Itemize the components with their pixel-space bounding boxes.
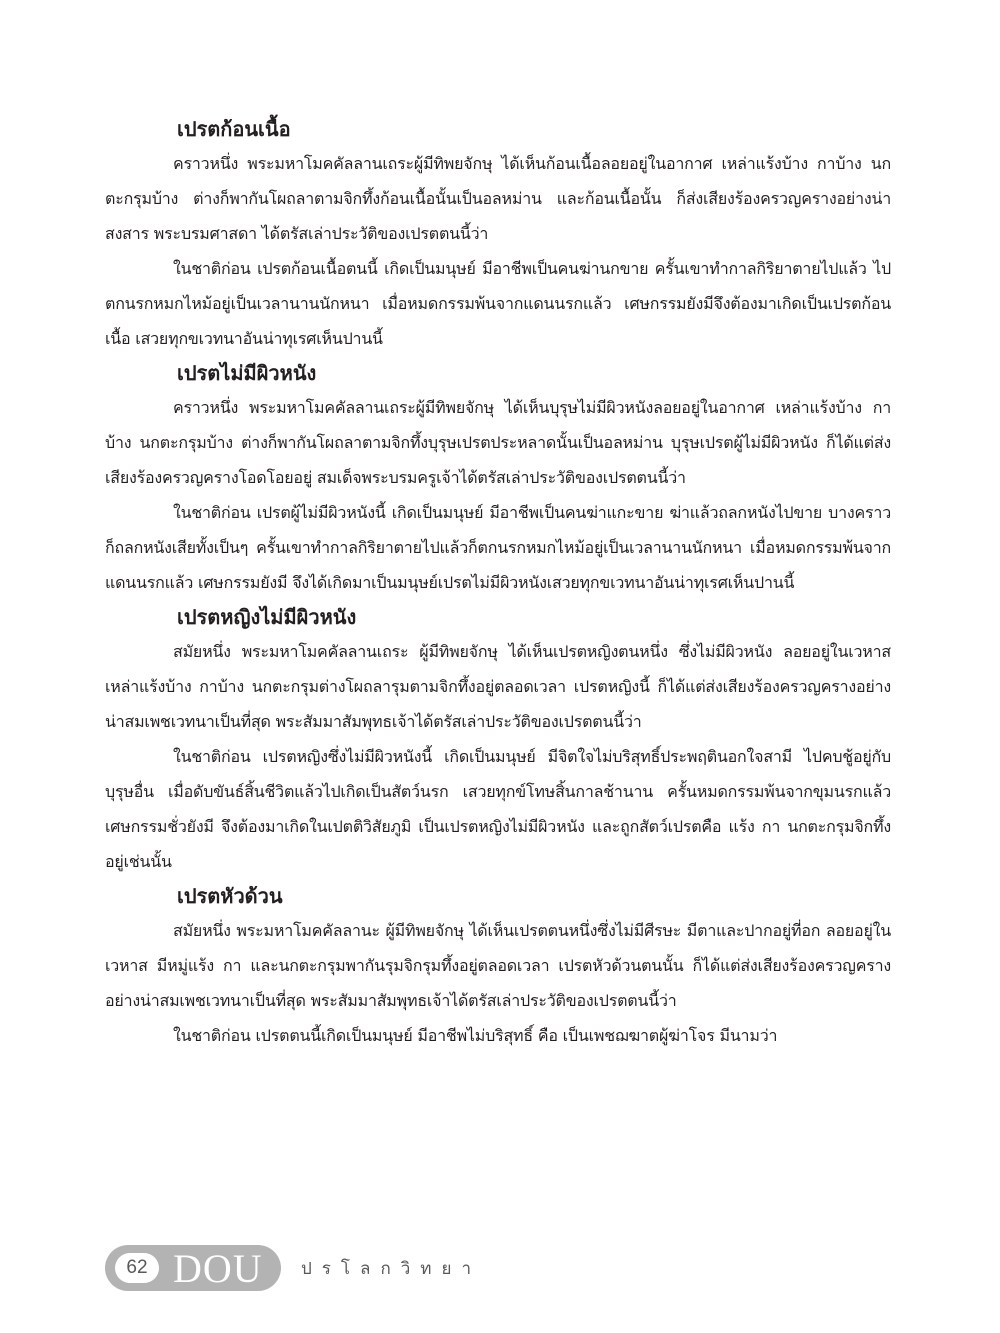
course-title: ปรโลกวิทยา [301, 1258, 482, 1279]
page-content [105, 112, 891, 1053]
section-lump-of-flesh-ghost [105, 112, 891, 356]
section-skinless-female-ghost [105, 600, 891, 879]
section-title: เปรตหัวด้วน [177, 884, 283, 908]
section-skinless-ghost [105, 356, 891, 600]
footer-badge [105, 1245, 281, 1291]
section-title: เปรตก้อนเนื้อ [177, 117, 291, 141]
page-number: 62 [115, 1253, 159, 1283]
brand-logo: DOU [173, 1246, 263, 1291]
paragraph: ในชาติก่อน เปรตหญิงซึ่งไม่มีผิวหนังนี้ เกิดเป็นมนุษย์ มีจิตใจไม่บริสุทธิ์ประพฤตินอกใจสามี ไปคบชู้อยู่กับบุรุษอื่น เมื่อดับขันธ์สิ้นชีวิตแล้วไปเกิดเป็นสัตว์นรก เสวยทุกข์โทษสิ้นกาลช้านาน ครั้นหมดกรรมพ้นจากขุมนรกแล้ว เศษกรรมชั่วยังมี จึงต้องมาเกิดในเปตติวิสัยภูมิ เป็นเปรตหญิงไม่มีผิวหนัง และถูกสัตว์เปรตคือ แร้ง กา นกตะกรุมจิกทึ้งอยู่เช่นนั้น [105, 747, 891, 871]
paragraph: คราวหนึ่ง พระมหาโมคคัลลานเถระผู้มีทิพยจักษุ ได้เห็นก้อนเนื้อลอยอยู่ในอากาศ เหล่าแร้งบ้าง กาบ้าง นกตะกรุมบ้าง ต่างก็พากันโผถลาตามจิกทึ้งก้อนเนื้อนั้นเป็นอลหม่าน และก้อนเนื้อนั้น ก็ส่งเสียงร้องครวญครางอย่างน่าสงสาร พระบรมศาสดา ได้ตรัสเล่าประวัติของเปรตตนนี้ว่า [105, 154, 891, 243]
section-headless-ghost [105, 879, 891, 1053]
paragraph: สมัยหนึ่ง พระมหาโมคคัลลานเถระ ผู้มีทิพยจักษุ ได้เห็นเปรตหญิงตนหนึ่ง ซึ่งไม่มีผิวหนัง ลอยอยู่ในเวหาส เหล่าแร้งบ้าง กาบ้าง นกตะกรุมต่างโผถลารุมตามจิกทึ้งอยู่ตลอดเวลา เปรตหญิงนี้ ก็ได้แต่ส่งเสียงร้องครวญครางอย่างน่าสมเพชเวทนาเป็นที่สุด พระสัมมาสัมพุทธเจ้าได้ตรัสเล่าประวัติของเปรตตนนี้ว่า [105, 642, 891, 731]
paragraph: ในชาติก่อน เปรตผู้ไม่มีผิวหนังนี้ เกิดเป็นมนุษย์ มีอาชีพเป็นคนฆ่าแกะขาย ฆ่าแล้วถลกหนังไปขาย บางคราวก็ถลกหนังเสียทั้งเป็นๆ ครั้นเขาทำกาลกิริยาตายไปแล้วก็ตกนรกหมกไหม้อยู่เป็นเวลานานนักหนา เมื่อหมดกรรมพ้นจากแดนนรกแล้ว เศษกรรมยังมี จึงได้เกิดมาเป็นมนุษย์เปรตไม่มีผิวหนังเสวยทุกขเวทนาอันน่าทุเรศเห็นปานนี้ [105, 503, 891, 592]
section-title: เปรตไม่มีผิวหนัง [177, 361, 317, 385]
paragraph: คราวหนึ่ง พระมหาโมคคัลลานเถระผู้มีทิพยจักษุ ได้เห็นบุรุษไม่มีผิวหนังลอยอยู่ในอากาศ เหล่าแร้งบ้าง กาบ้าง นกตะกรุมบ้าง ต่างก็พากันโผถลาตามจิกทึ้งบุรุษเปรตประหลาดนั้นเป็นอลหม่าน บุรุษเปรตผู้ไม่มีผิวหนัง ก็ได้แต่ส่งเสียงร้องครวญครางโอดโอยอยู่ สมเด็จพระบรมครูเจ้าได้ตรัสเล่าประวัติของเปรตตนนี้ว่า [105, 398, 891, 487]
page-footer [105, 1245, 481, 1291]
section-title: เปรตหญิงไม่มีผิวหนัง [177, 605, 357, 629]
paragraph: สมัยหนึ่ง พระมหาโมคคัลลานะ ผู้มีทิพยจักษุ ได้เห็นเปรตตนหนึ่งซึ่งไม่มีศีรษะ มีตาและปากอยู่ที่อก ลอยอยู่ในเวหาส มีหมู่แร้ง กา และนกตะกรุมพากันรุมจิกรุมทึ้งอยู่ตลอดเวลา เปรตหัวด้วนตนนั้น ก็ได้แต่ส่งเสียงร้องครวญครางอย่างน่าสมเพชเวทนาเป็นที่สุด พระสัมมาสัมพุทธเจ้าได้ตรัสเล่าประวัติของเปรตตนนี้ว่า [105, 921, 891, 1010]
paragraph: ในชาติก่อน เปรตตนนี้เกิดเป็นมนุษย์ มีอาชีพไม่บริสุทธิ์ คือ เป็นเพชฌฆาตผู้ฆ่าโจร มีนามว่า [173, 1026, 778, 1045]
paragraph: ในชาติก่อน เปรตก้อนเนื้อตนนี้ เกิดเป็นมนุษย์ มีอาชีพเป็นคนฆ่านกขาย ครั้นเขาทำกาลกิริยาตายไปแล้ว ไปตกนรกหมกไหม้อยู่เป็นเวลานานนักหนา เมื่อหมดกรรมพ้นจากแดนนรกแล้ว เศษกรรมยังมีจึงต้องมาเกิดเป็นเปรตก้อนเนื้อ เสวยทุกขเวทนาอันน่าทุเรศเห็นปานนี้ [105, 259, 891, 348]
